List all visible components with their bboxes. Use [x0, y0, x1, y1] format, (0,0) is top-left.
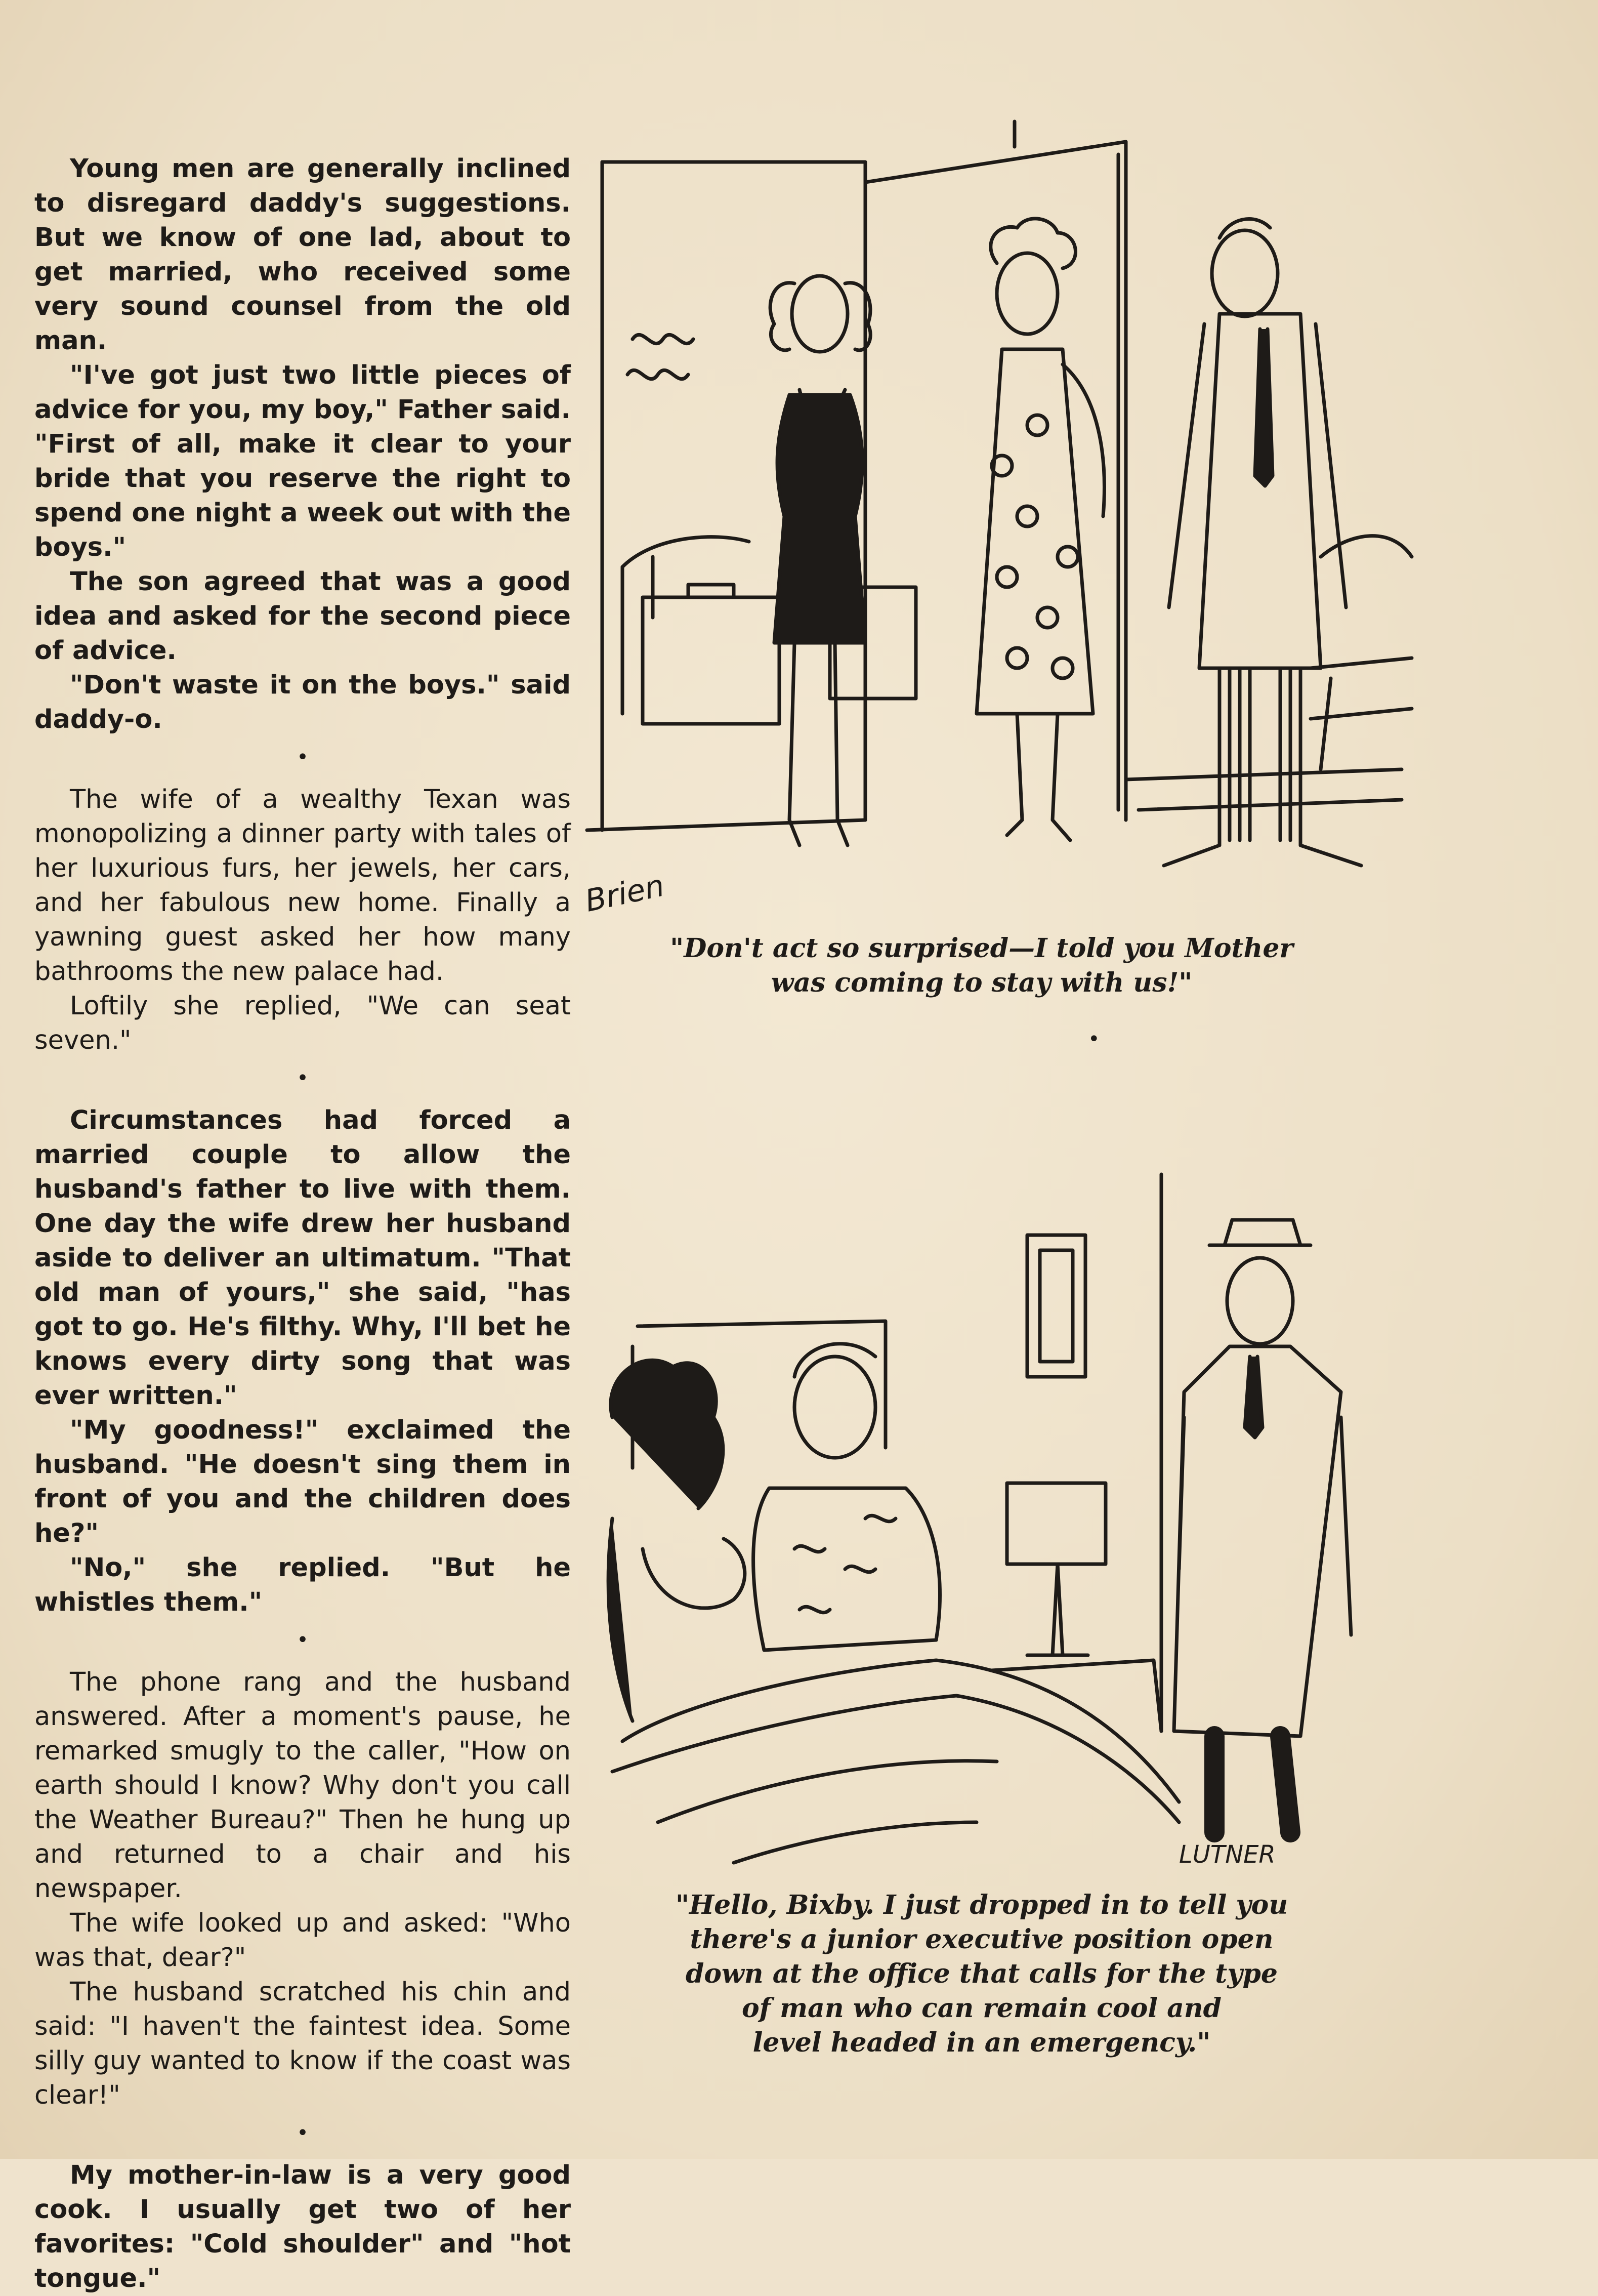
joke-paragraph: Young men are generally inclined to disregard daddy's suggestions. But we know of one lad, about to get married, who received some very sound counsel from the old man.: [34, 154, 571, 356]
joke-paragraph: My mother-in-law is a very good cook. I usually get two of her favorites: "Cold shoulder" and "hot tongue.": [34, 2160, 571, 2293]
separator-dot: •: [297, 1067, 309, 1090]
joke-paragraph: Circumstances had forced a married couple to allow the husband's father to live with them. One day the wife drew her husband aside to deliver an ultimatum. "That old man of yours," she said, "has got to go. He's filthy. Why, I'll bet he knows every dirty song that was ever written.": [34, 1105, 571, 1411]
joke-paragraph: The son agreed that was a good idea and asked for the second piece of advice.: [34, 567, 571, 666]
joke-paragraph: The husband scratched his chin and said: "I haven't the faintest idea. Some silly guy wanted to know if the coast was clear!": [34, 1977, 571, 2110]
caption-line: "Don't act so surprised—I told you Mother: [670, 933, 1293, 964]
joke-5: [34, 2158, 571, 2296]
separator-dot: •: [297, 746, 309, 769]
joke-paragraph: "Don't waste it on the boys." said daddy-o.: [34, 670, 571, 734]
joke-paragraph: "I've got just two little pieces of advice for you, my boy," Father said. "First of all, make it clear to your bride that you reserve the right to spend one night a week out with the boys.": [34, 360, 571, 562]
separator-dot: •: [297, 1628, 309, 1652]
joke-paragraph: The wife of a wealthy Texan was monopolizing a dinner party with tales of her luxurious furs, her jewels, her cars, and her fabulous new home. Finally a yawning guest asked her how many bathrooms the new palace had.: [34, 785, 571, 987]
joke-4: [34, 1665, 571, 2113]
caption-line: down at the office that calls for the type: [686, 1958, 1278, 1989]
joke-paragraph: "My goodness!" exclaimed the husband. "He doesn't sing them in front of you and the children does he?": [34, 1415, 571, 1548]
joke-2: [34, 783, 571, 1058]
jokes-column: [34, 152, 571, 2296]
cartoon-bedroom-boss: [582, 1164, 1417, 1888]
cartoon-mother-visit: [582, 111, 1417, 931]
cartoon-2-caption: [622, 1888, 1341, 2060]
caption-line: "Hello, Bixby. I just dropped in to tell you: [675, 1890, 1288, 1920]
caption-line: of man who can remain cool and: [741, 1993, 1222, 2024]
cartoon-1-caption: [622, 931, 1341, 1000]
joke-1: [34, 152, 571, 737]
joke-paragraph: Loftily she replied, "We can seat seven.": [34, 991, 571, 1055]
joke-paragraph: "No," she replied. "But he whistles them.": [34, 1553, 571, 1617]
joke-paragraph: The phone rang and the husband answered. After a moment's pause, he remarked smugly to the caller, "How on earth should I know? Why don't you call the Weather Bureau?" Then he hung up and returned to a chair and his newspaper.: [34, 1667, 571, 1904]
cartoon-signature: Brien: [582, 868, 667, 919]
cartoon-signature: LUTNER: [1179, 1840, 1276, 1869]
caption-line: level headed in an emergency.": [752, 2027, 1211, 2058]
caption-line: there's a junior executive position open: [690, 1924, 1274, 1955]
separator-dot-right: •: [1088, 1028, 1100, 1051]
joke-3: [34, 1103, 571, 1620]
separator-dot: •: [297, 2121, 309, 2145]
caption-line: was coming to stay with us!": [771, 967, 1193, 998]
joke-paragraph: The wife looked up and asked: "Who was that, dear?": [34, 1908, 571, 1973]
